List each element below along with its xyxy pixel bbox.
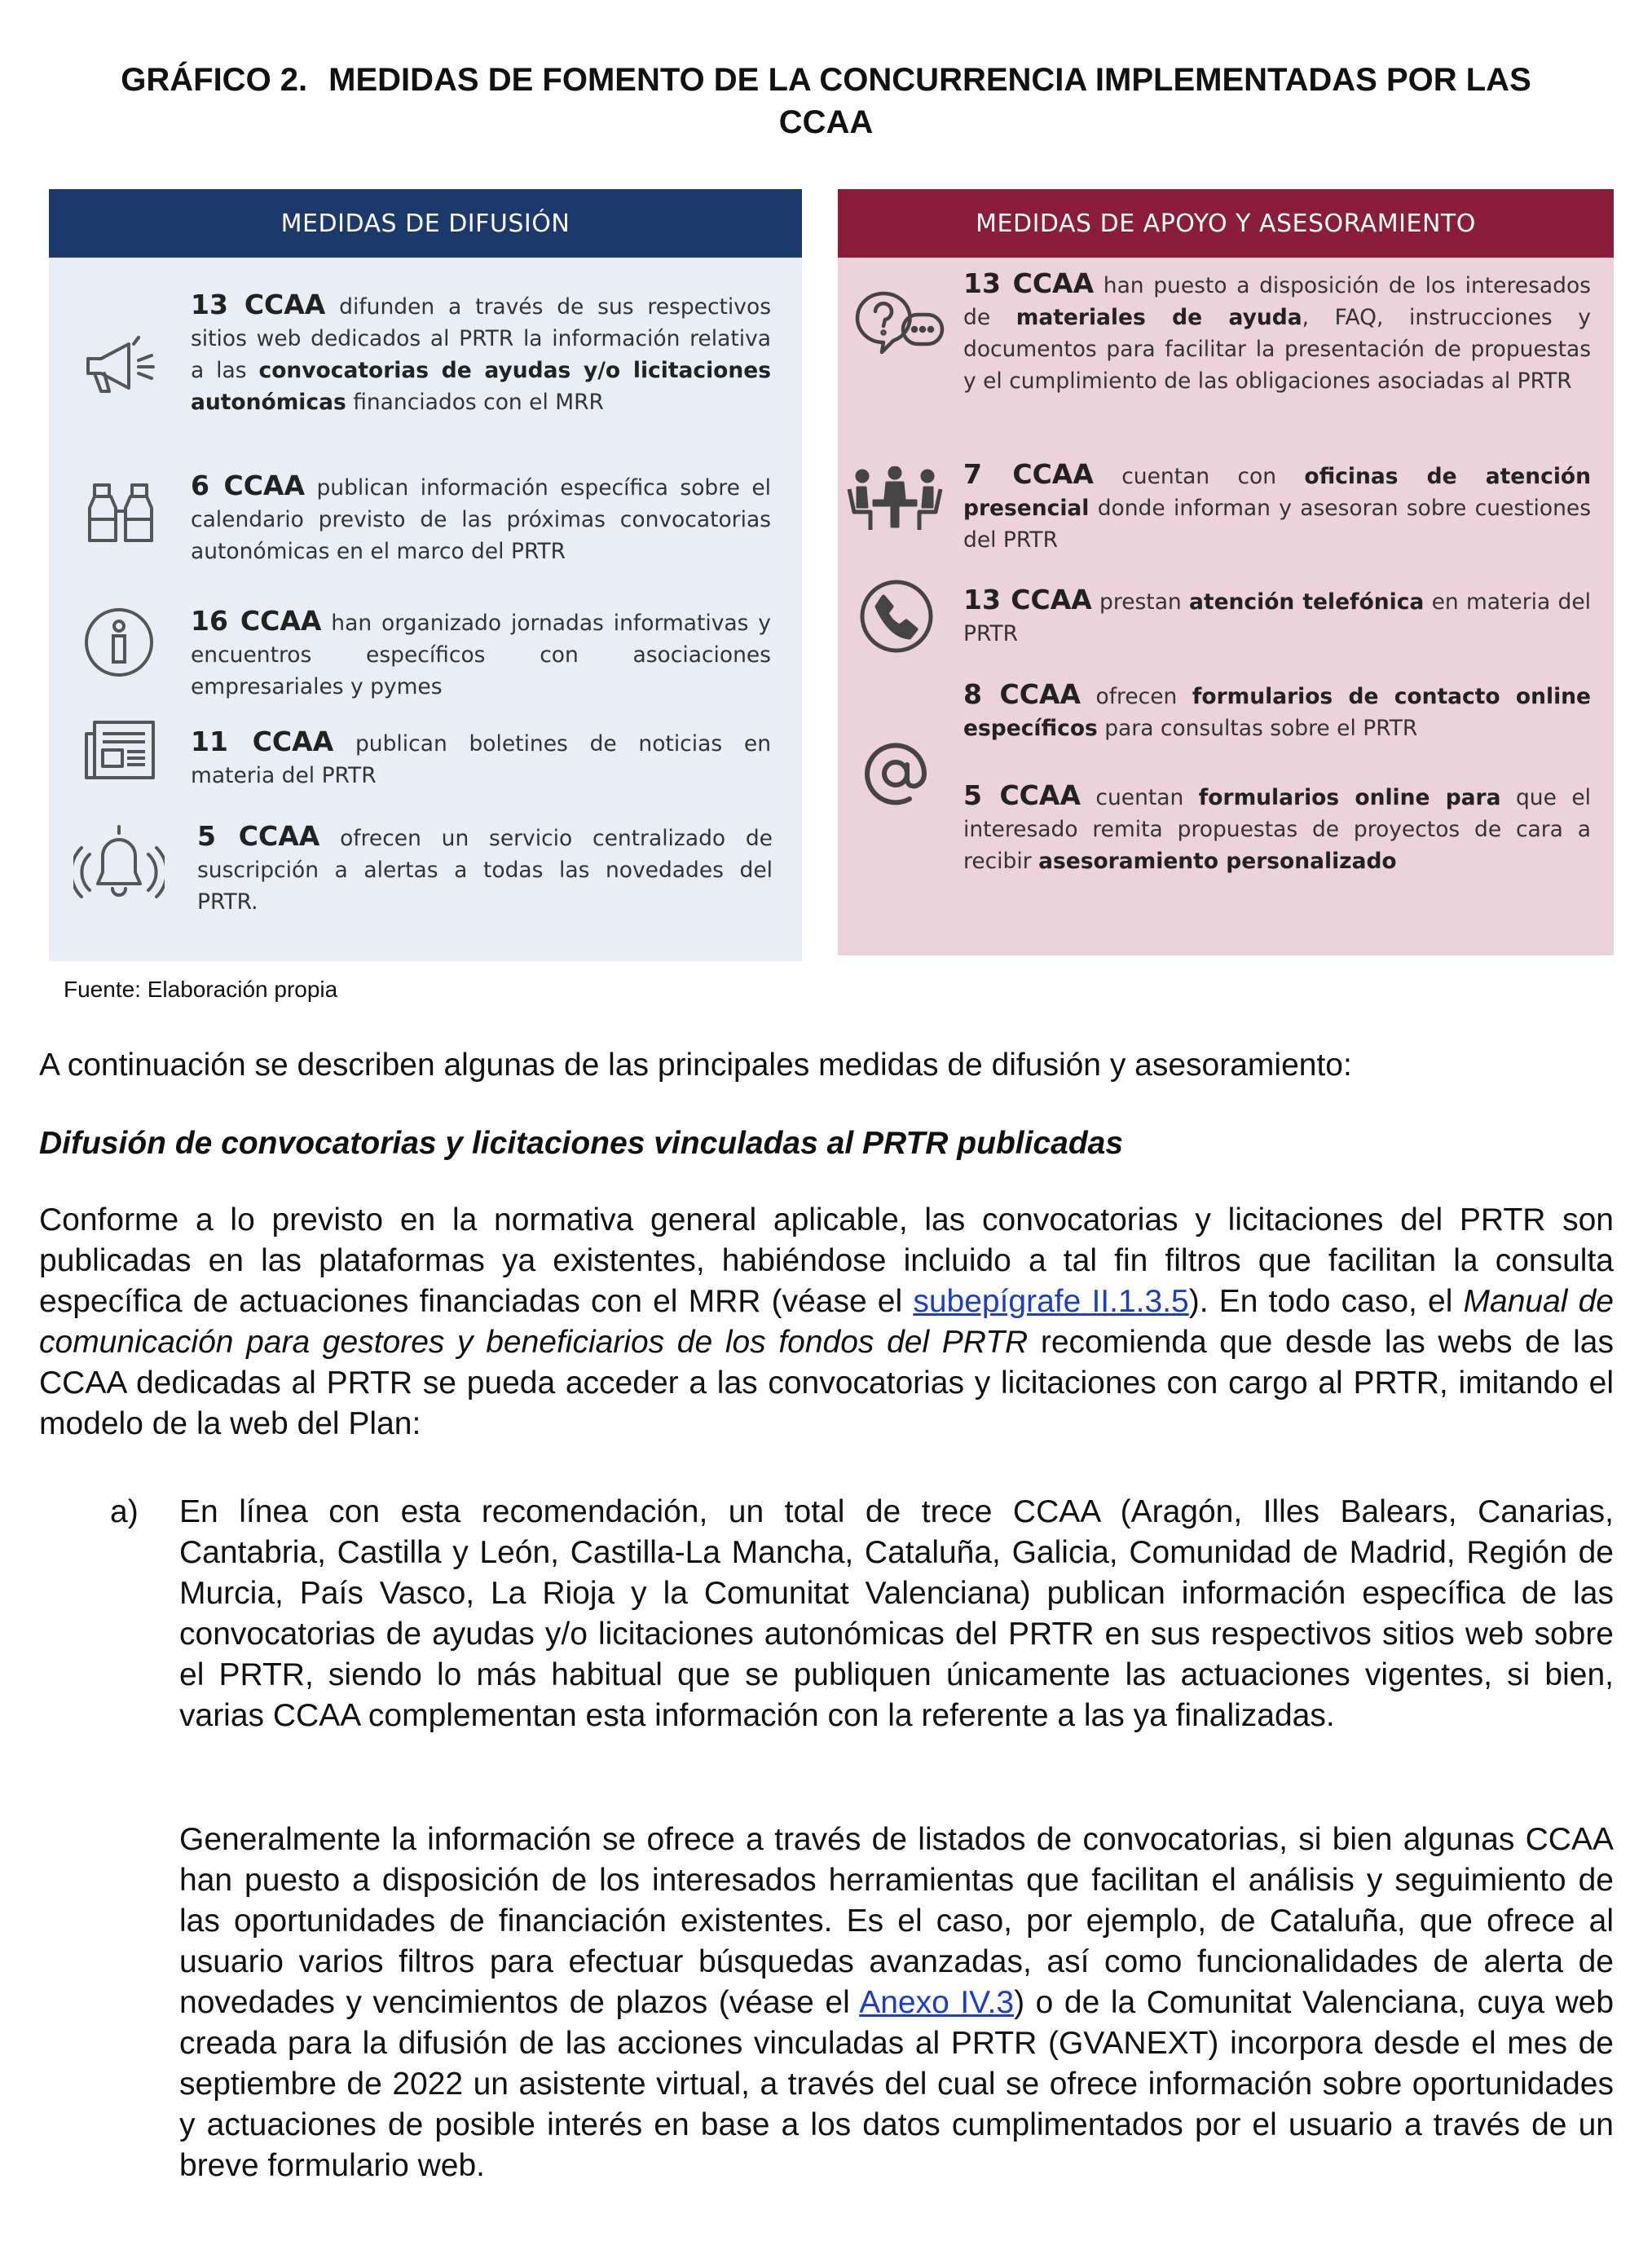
apoyo-item-3 (963, 584, 1591, 650)
apoyo-item-4-text: ofrecen (1081, 684, 1192, 709)
source-note: Fuente: Elaboración propia (64, 977, 338, 1002)
apoyo-item-2 (963, 458, 1591, 556)
figure-title-line2: CCAA (778, 104, 874, 140)
figure-title-text: MEDIDAS DE FOMENTO DE LA CONCURRENCIA IMPLEMENTADAS POR LAS (328, 62, 1531, 98)
office-meeting-icon (846, 466, 944, 533)
apoyo-item-1 (963, 267, 1591, 397)
difusion-item-1 (191, 289, 771, 418)
difusion-item-1-bold: convocatorias de ayudas y/o licitaciones autonómicas (191, 358, 771, 415)
list-item-a-cont-text: Generalmente la información se ofrece a través de listados de convocatorias, si bien algunas CCAA han puesto a disposición de los interesados herramientas que facilitan el análisis y seguimiento de las oportunidades de financiación existentes. Es el caso, por ejemplo, de Cataluña, que ofrece al usuario varios filtros para efectuar búsquedas avanzadas, así como funcionalidades de alerta de novedades y vencimientos de plazos (véase el (179, 1822, 1614, 2020)
difusion-item-3-count: 16 CCAA (191, 605, 322, 637)
phone-icon (857, 577, 936, 655)
apoyo-item-2-text-end: donde informan y asesoran sobre cuestiones del PRTR (963, 496, 1591, 553)
link-anexo-iv3[interactable]: Anexo IV.3 (859, 1985, 1015, 2020)
panel-difusion-header: MEDIDAS DE DIFUSIÓN (49, 189, 802, 258)
binoculars-icon (83, 479, 158, 544)
body-paragraph-1-text-3: recomienda que desde las webs de las CCAA dedicadas al PRTR se pueda acceder a las convocatorias y licitaciones con cargo al PRTR, imitando el modelo de la web del Plan: (39, 1325, 1614, 1441)
manual-title: Manual de comunicación para gestores y beneficiarios de los fondos del PRTR (39, 1284, 1614, 1360)
apoyo-item-3-bold: atención telefónica (1189, 589, 1425, 615)
apoyo-item-5-text-mid: que el interesado remita propuestas de proyectos de cara a recibir (963, 785, 1591, 874)
at-sign-icon (859, 737, 932, 810)
apoyo-item-1-text: han puesto a disposición de los interesados de (963, 273, 1591, 330)
figure-number: GRÁFICO 2. (121, 62, 308, 98)
help-chat-icon (851, 287, 947, 360)
list-item-a-cont-text-2: ) o de la Comunitat Valenciana, cuya web creada para la difusión de las acciones vinculadas al PRTR (GVANEXT) incorpora desde el mes de septiembre de 2022 un asistente virtual, a través del cual se ofrece información sobre oportunidades y actuaciones de posible interés en base a los datos cumplimentados por el usuario a través de un breve formulario web. (179, 1985, 1615, 2183)
difusion-item-1-text-end: financiados con el MRR (346, 390, 604, 415)
difusion-item-1-text: difunden a través de sus respectivos sitios web dedicados al PRTR la información relativa a las (191, 294, 771, 383)
apoyo-item-1-count: 13 CCAA (963, 267, 1095, 299)
apoyo-item-2-count: 7 CCAA (963, 458, 1094, 490)
list-marker-a: a) (110, 1494, 139, 1529)
apoyo-item-4-count: 8 CCAA (963, 678, 1082, 710)
difusion-item-4 (191, 726, 771, 792)
apoyo-item-5-count: 5 CCAA (963, 779, 1081, 811)
megaphone-icon (77, 320, 158, 401)
apoyo-item-3-count: 13 CCAA (963, 584, 1092, 615)
difusion-item-2-count: 6 CCAA (191, 470, 306, 501)
list-item-a-continuation (179, 1820, 1614, 2186)
difusion-item-3-text: han organizado jornadas informativas y encuentros específicos con asociaciones empresariales y pymes (191, 611, 771, 699)
apoyo-item-4-bold: formularios de contacto online específicos (963, 684, 1591, 741)
difusion-item-2-text: publican información específica sobre el calendario previsto de las próximas convocatorias autonómicas en el marco del PRTR (191, 475, 771, 564)
difusion-item-5-text: ofrecen un servicio centralizado de suscripción a alertas a todas las novedades del PRTR. (197, 826, 773, 915)
link-subepigrafe[interactable]: subepígrafe II.1.3.5 (913, 1284, 1189, 1319)
apoyo-item-3-text-end: en materia del PRTR (963, 589, 1591, 646)
apoyo-item-4-text-end: para consultas sobre el PRTR (1097, 716, 1418, 741)
figure-title-line1 (0, 59, 1652, 101)
apoyo-item-3-text: prestan (1091, 589, 1190, 615)
info-icon (80, 603, 158, 682)
panel-apoyo-asesoramiento (838, 189, 1614, 955)
figure-title (0, 59, 1652, 143)
difusion-item-5 (197, 820, 773, 918)
difusion-item-2 (191, 470, 771, 567)
section-subheading: Difusión de convocatorias y licitaciones vinculadas al PRTR publicadas (39, 1126, 1124, 1161)
apoyo-item-4 (963, 678, 1591, 744)
body-paragraph-1-text-2: ). En todo caso, el (1188, 1284, 1464, 1319)
bell-icon (73, 818, 165, 903)
apoyo-item-5-bold: formularios online para (1198, 785, 1501, 810)
apoyo-item-1-bold: materiales de ayuda (1015, 305, 1302, 330)
apoyo-item-2-text: cuentan con (1093, 464, 1305, 489)
apoyo-item-5-bold-end: asesoramiento personalizado (1038, 849, 1397, 874)
body-paragraph-1-text: Conforme a lo previsto en la normativa general aplicable, las convocatorias y licitaciones del PRTR son publicadas en las plataformas ya existentes, habiéndose incluido a tal fin filtros que facilitan la consulta específica de actuaciones financiadas con el MRR (véase el (39, 1202, 1614, 1319)
difusion-item-4-count: 11 CCAA (191, 726, 334, 757)
apoyo-item-2-bold: oficinas de atención presencial (963, 464, 1592, 521)
difusion-item-5-count: 5 CCAA (197, 820, 320, 852)
newspaper-icon (83, 719, 156, 781)
list-item-a: En línea con esta recomendación, un total de trece CCAA (Aragón, Illes Balears, Canarias, Cantabria, Castilla y León, Castilla-La Mancha, Cataluña, Galicia, Comunidad de Madrid, Región de Murcia, País Vasco, La Rioja y la Comunitat Valenciana) publican información específica de las convocatorias de ayudas y/o licitaciones autonómicas del PRTR en sus respectivos sitios web sobre el PRTR, siendo lo más habitual que se publiquen únicamente las actuaciones vigentes, si bien, varias CCAA complementan esta información con la referente a las ya finalizadas. (179, 1494, 1614, 1733)
difusion-item-3 (191, 605, 771, 703)
difusion-item-4-text: publican boletines de noticias en materia del PRTR (191, 731, 771, 788)
apoyo-item-1-text-end: , FAQ, instrucciones y documentos para facilitar la presentación de propuestas y el cumplimiento de las obligaciones asociadas al PRTR (963, 305, 1591, 394)
body-paragraph-1 (39, 1200, 1614, 1445)
apoyo-item-5 (963, 779, 1591, 877)
apoyo-item-5-text: cuentan (1080, 785, 1199, 810)
panel-apoyo-header: MEDIDAS DE APOYO Y ASESORAMIENTO (838, 189, 1614, 258)
difusion-item-1-count: 13 CCAA (191, 289, 326, 320)
intro-paragraph: A continuación se describen algunas de las principales medidas de difusión y asesoramiento: (39, 1048, 1352, 1083)
panel-difusion (49, 189, 802, 961)
